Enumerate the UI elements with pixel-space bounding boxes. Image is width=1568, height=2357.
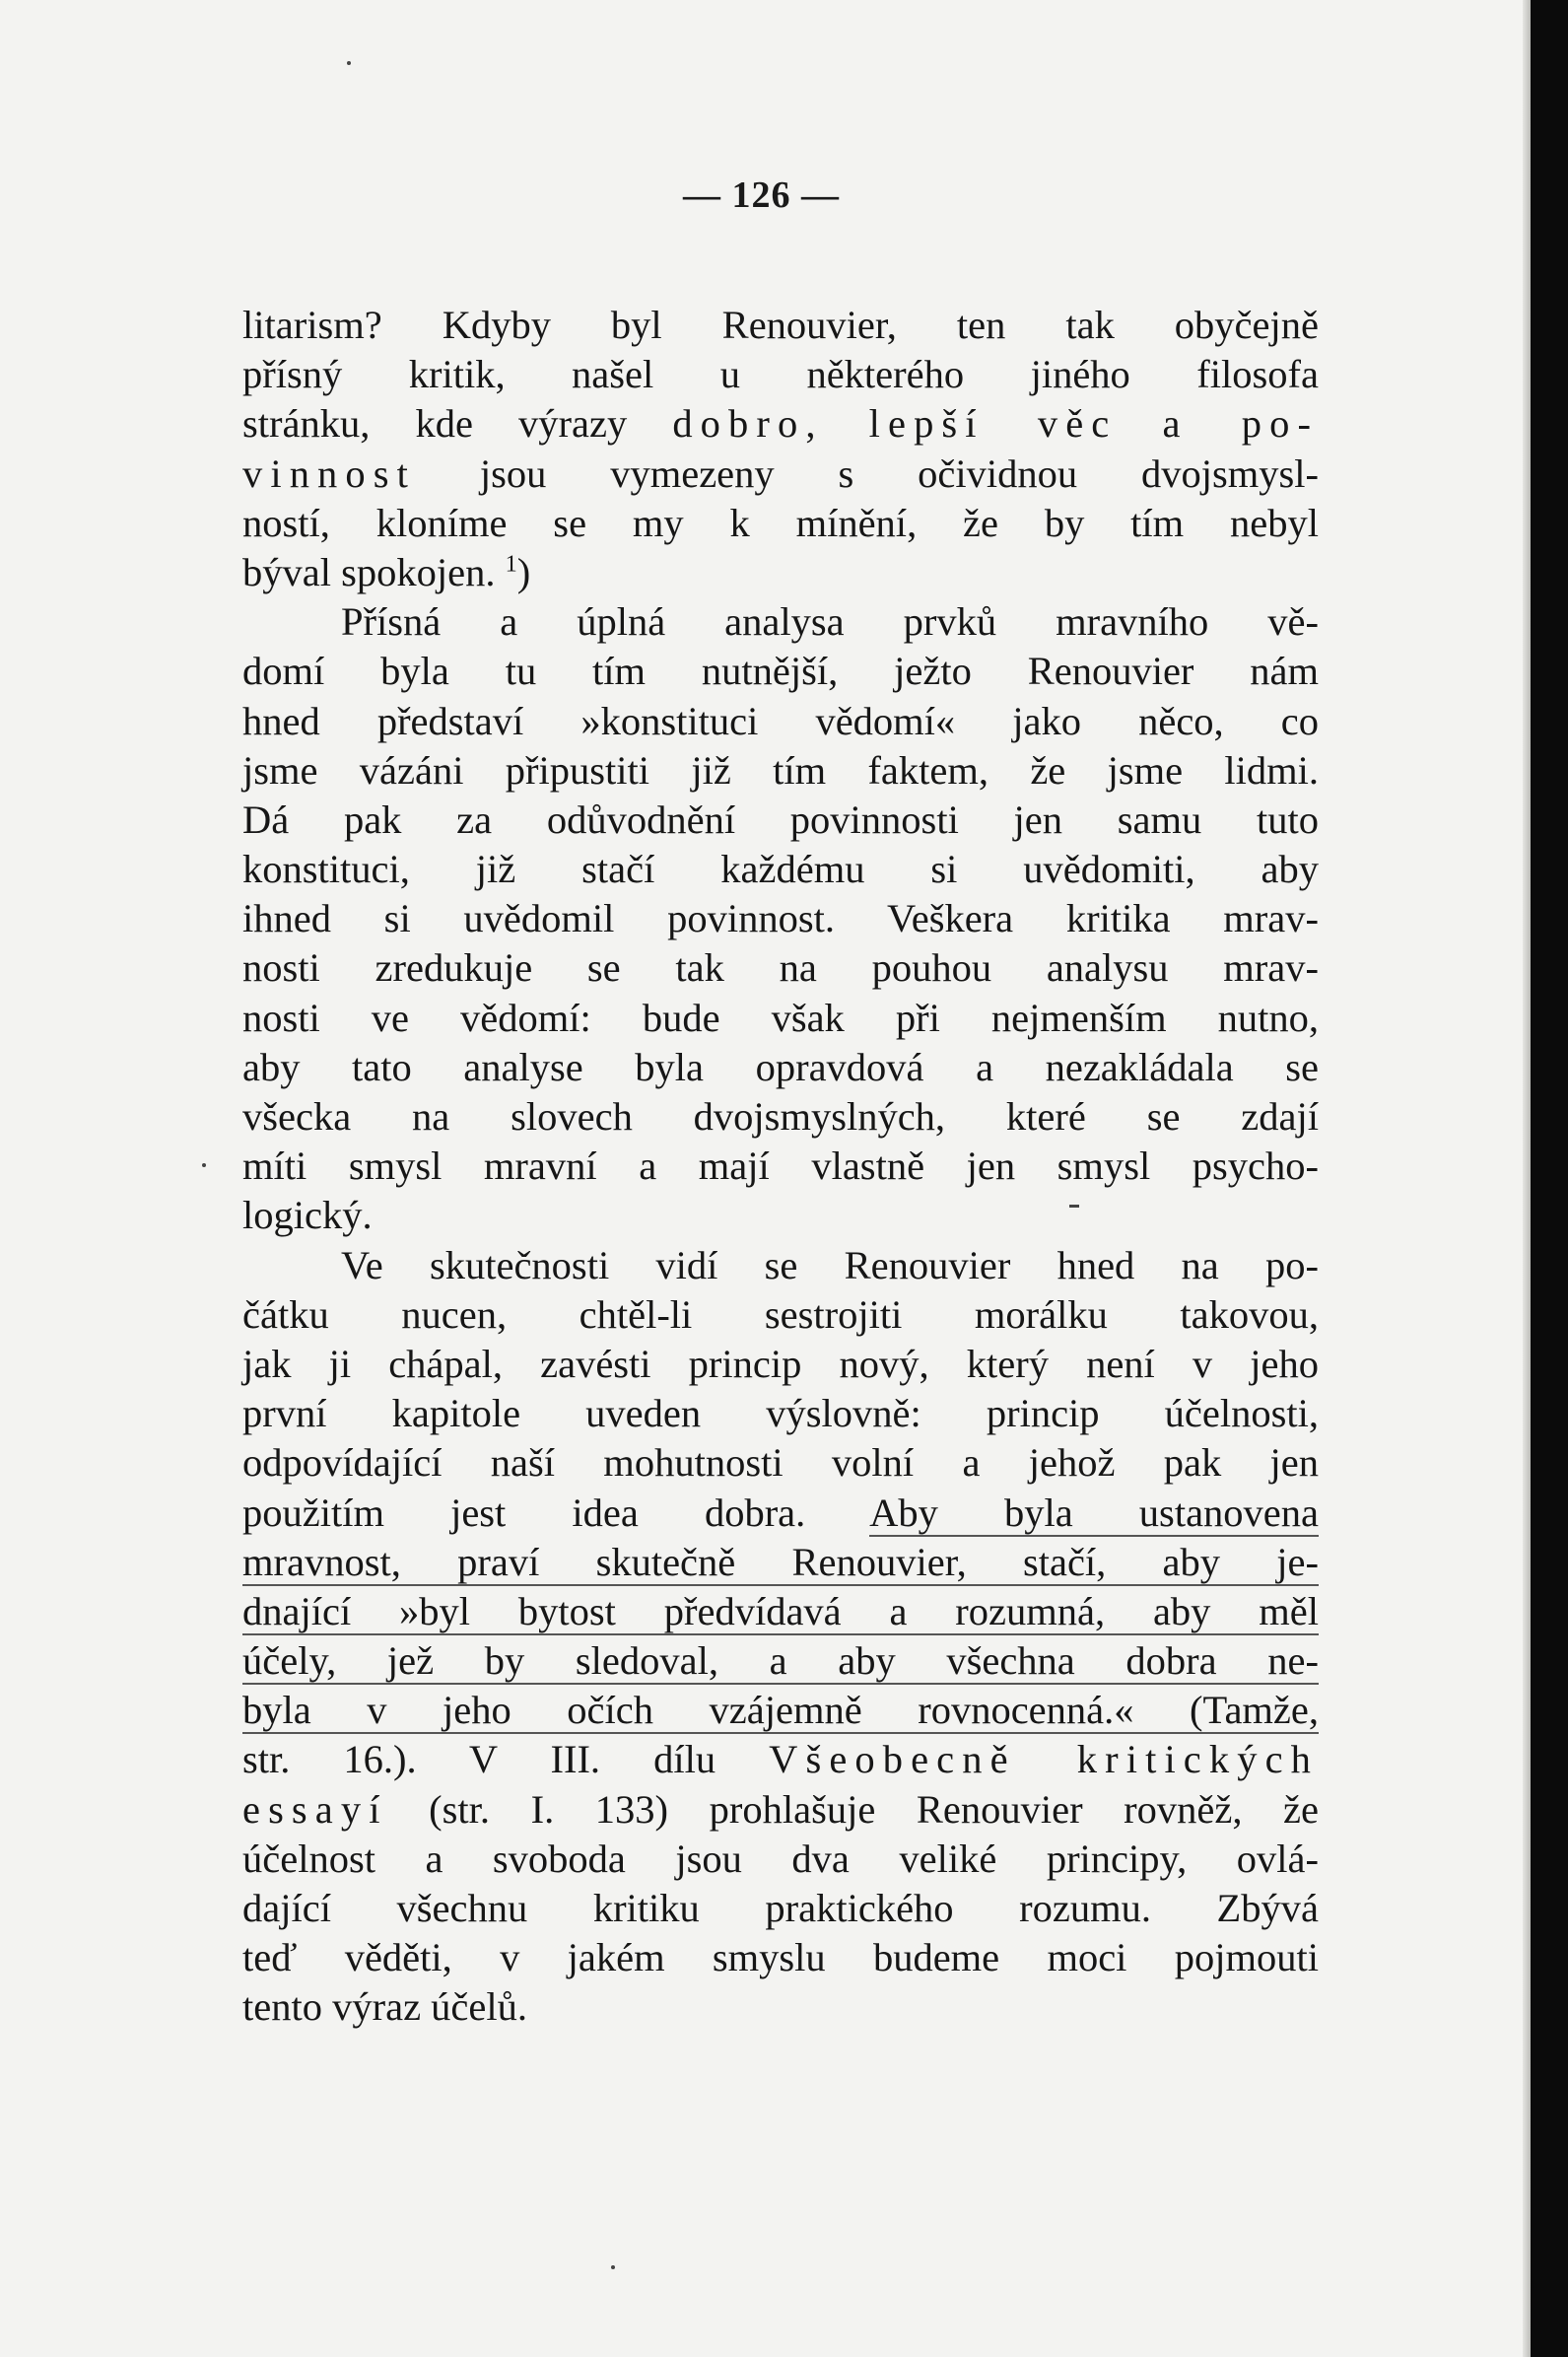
text-line: první kapitole uveden výslovně: princip účelnosti,	[242, 1391, 1319, 1436]
text-line	[242, 1489, 1319, 1538]
page-number: — 126 —	[683, 174, 840, 216]
text-line	[242, 548, 1319, 597]
emphasis-povinnost-end: vinnost	[242, 451, 416, 496]
emphasis-povinnost-start: a po-	[1162, 401, 1320, 447]
text-line: konstituci, již stačí každému si uvědomiti, aby	[242, 847, 1319, 892]
emphasis-lepsi-vec: lepší věc	[868, 401, 1118, 447]
text-line: nosti ve vědomí: bude však při nejmenším nutno,	[242, 995, 1319, 1040]
underlined-text: byla v jeho očích vzájemně rovnocenná.« (Tamže,	[242, 1688, 1319, 1733]
underlined-text: účely, jež by sledoval, a aby všechna dobra ne-	[242, 1638, 1319, 1684]
body-text	[242, 301, 1319, 2033]
text-line: čátku nucen, chtěl-li sestrojiti morálku takovou,	[242, 1291, 1319, 1337]
text-line: domí byla tu tím nutnější, ježto Renouvier nám	[242, 649, 1319, 694]
text-line: tento výraz účelů.	[242, 1984, 527, 2030]
underlined-quote-start: Aby byla ustanovena	[869, 1490, 1319, 1535]
text-run: použitím jest idea dobra.	[242, 1490, 806, 1535]
text-run: stránku, kde výrazy	[242, 401, 628, 447]
text-run: (str. I. 133) prohlašuje Renouvier rovněž, že	[387, 1786, 1319, 1832]
text-line: teď věděti, v jakém smyslu budeme moci pojmouti	[242, 1935, 1319, 1980]
text-run: jsou vymezeny s očividnou dvojsmysl-	[415, 451, 1319, 496]
emphasis-dobro: dobro,	[672, 401, 824, 447]
text-line: přísný kritik, našel u některého jiného filosofa	[242, 352, 1319, 397]
text-line: všecka na slovech dvojsmyslných, které se zdají	[242, 1094, 1319, 1139]
underlined-text: dnající »byl bytost předvídavá a rozumná, aby měl	[242, 1588, 1319, 1633]
page-edge-shadow	[1523, 0, 1531, 2357]
text-line	[242, 1636, 1319, 1686]
text-line: jsme vázáni připustiti již tím faktem, že jsme lidmi.	[242, 747, 1319, 793]
text-line: ností, kloníme se my k mínění, že by tím nebyl	[242, 500, 1319, 545]
text-line: nosti zredukuje se tak na pouhou analysu mrav-	[242, 945, 1319, 991]
text-run: býval spokojen.	[242, 549, 496, 594]
paper-speck	[347, 61, 351, 65]
text-line: aby tato analyse byla opravdová a nezakládala se	[242, 1044, 1319, 1089]
emphasis-book-title: Všeobecně kritických	[769, 1737, 1320, 1782]
text-line	[242, 1686, 1319, 1735]
text-line	[242, 1587, 1319, 1636]
text-line: Ve skutečnosti vidí se Renouvier hned na po-	[341, 1242, 1319, 1287]
book-spine-edge	[1531, 0, 1568, 2357]
paper-speck	[202, 1163, 206, 1167]
text-line: odpovídající naší mohutnosti volní a jehož pak jen	[242, 1440, 1319, 1486]
paper-speck	[611, 2265, 615, 2269]
text-run: str. 16.). V III. dílu	[242, 1737, 716, 1782]
text-line	[242, 450, 1319, 499]
text-line: ihned si uvědomil povinnost. Veškera kritika mrav-	[242, 896, 1319, 941]
underlined-text: mravnost, praví skutečně Renouvier, stačí, aby je-	[242, 1539, 1319, 1584]
text-line: míti smysl mravní a mají vlastně jen smysl psycho-	[242, 1144, 1319, 1189]
text-line: Dá pak za odůvodnění povinnosti jen samu tuto	[242, 797, 1319, 842]
text-line	[242, 1735, 1319, 1784]
text-line	[242, 1538, 1319, 1587]
emphasis-book-title-end: essayí	[242, 1786, 388, 1832]
text-line: hned představí »konstituci vědomí« jako něco, co	[242, 698, 1319, 743]
text-line	[242, 1785, 1319, 1835]
footnote-marker[interactable]: 1	[505, 550, 517, 578]
text-line: logický.	[242, 1193, 373, 1238]
text-line: litarism? Kdyby byl Renouvier, ten tak obyčejně	[242, 303, 1319, 347]
text-line: jak ji chápal, zavésti princip nový, který není v jeho	[242, 1341, 1319, 1386]
text-line: dající všechnu kritiku praktického rozumu. Zbývá	[242, 1886, 1319, 1930]
text-line: účelnost a svoboda jsou dva veliké principy, ovlá-	[242, 1836, 1319, 1881]
text-line	[242, 399, 1319, 449]
text-line: Přísná a úplná analysa prvků mravního vě-	[341, 599, 1319, 645]
footnote-paren: )	[516, 549, 531, 594]
